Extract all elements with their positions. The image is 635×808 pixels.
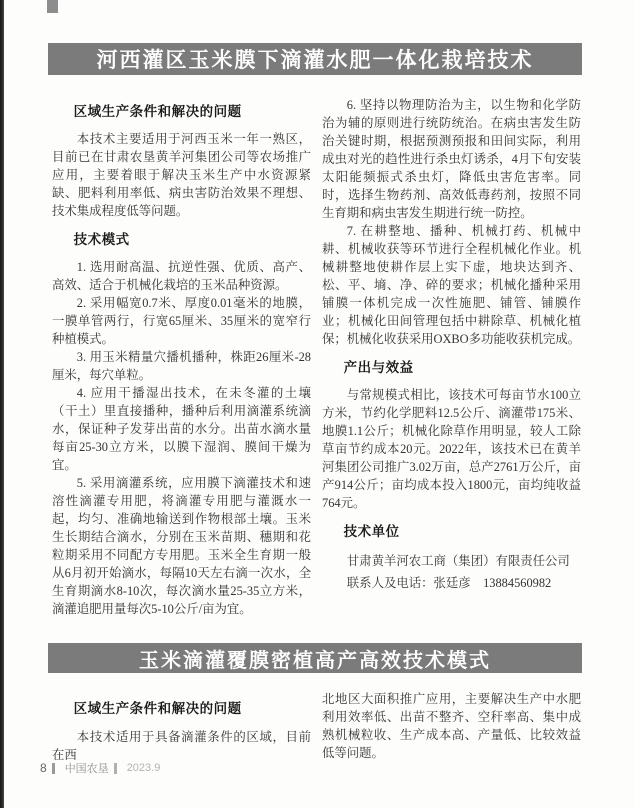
article1-output-paragraph: 与常规模式相比，该技术可每亩节水100立方米，节约化学肥料12.5公斤、滴灌带175米、地膜1.1公斤；机械化除草作用明显，较人工除草亩节约成本20元。2022年，该技术已在黄羊河集团公司推广3.02万亩，总产2761万公斤，亩产914公斤；亩均成本投入1800元，亩均纯收益764元。 (322, 388, 581, 510)
page-corner-tab (47, 0, 58, 13)
article1-unit-heading: 技术单位 (343, 524, 400, 539)
article1-region-paragraph: 本技术主要适用于河西玉米一年一熟区，目前已在甘肃农垦黄羊河集团公司等农场推广应用，主要着眼于解决玉米生产中水资源紧缺、肥料利用率低、病虫害防治效果不理想、技术集成程度低等问题。 (52, 132, 311, 218)
article1-tech-item-1: 1. 选用耐高温、抗逆性强、优质、高产、高效、适合于机械化栽培的玉米品种资源。 (52, 260, 311, 292)
footer-issue-date: 2023.9 (126, 762, 161, 774)
article1-tech-item-7: 7. 在耕整地、播种、机械打药、机械中耕、机械收获等环节进行全程机械化作业。机械耕整地使耕作层上实下虚，地块达到齐、松、平、墒、净、碎的要求；机械化播种采用铺膜一体机完成一次性施肥、铺管、铺膜作业；机械化田间管理包括中耕除草、机械化植保；机械化收获采用OXBO多功能收获机完成。 (322, 224, 581, 346)
article1-tech-item-2: 2. 采用幅宽0.7米、厚度0.01毫米的地膜，一膜单管两行，行宽65厘米、35厘米的宽窄行种植模式。 (52, 296, 311, 346)
article1-right-column (322, 96, 581, 594)
article1-tech-item-6: 6. 坚持以物理防治为主，以生物和化学防治为辅的原则进行统防统治。在病虫害发生防治关键时期，根据预测预报和田间实际，利用成虫对光的趋性进行杀虫灯诱杀，4月下旬安装太阳能频振式杀虫灯，降低虫害危害率。同时，选择生物药剂、高效低毒药剂，按照不同生育期和病虫害发生期进行统一防控。 (322, 98, 581, 220)
article1-region-heading: 区域生产条件和解决的问题 (73, 104, 242, 119)
footer-separator-icon (52, 763, 55, 774)
article1-tech-heading: 技术模式 (73, 232, 130, 247)
article2-left-column (52, 686, 311, 764)
footer-separator-icon (114, 763, 117, 774)
article1-output-heading: 产出与效益 (343, 360, 414, 375)
article2-right-column (322, 686, 581, 762)
article1-tech-item-5: 5. 采用滴灌系统，应用膜下滴灌技术和速溶性滴灌专用肥，将滴灌专用肥与灌溉水一起，均匀、准确地输送到作物根部土壤。玉米生长期结合滴水，分别在玉米苗期、穗期和花粒期采用不同配方专用肥。玉米全生育期一般从6月初开始滴水，每隔10天左右滴一次水，全生育期滴水8-10次，每次滴水量25-35立方米，滴灌追肥用量每次5-10公斤/亩为宜。 (52, 476, 311, 616)
article1-unit-contact: 联系人及电话：张廷彦 13884560982 (346, 576, 552, 590)
page-footer (40, 760, 160, 776)
article1-left-column (52, 96, 311, 618)
article2-region-paragraph-right: 北地区大面积推广应用，主要解决生产中水肥利用效率低、出苗不整齐、空秆率高、集中成熟机械粒收、生产成本高、产量低、比较效益低等问题。 (322, 692, 581, 760)
footer-page-number: 8 (40, 761, 47, 775)
article1-unit-name: 甘肃黄羊河农工商（集团）有限责任公司 (346, 554, 570, 568)
article1-title-bar (48, 43, 582, 75)
article1-title: 河西灌区玉米膜下滴灌水肥一体化栽培技术 (96, 49, 534, 72)
article2-title: 玉米滴灌覆膜密植高产高效技术模式 (139, 649, 491, 672)
article1-unit-block (322, 550, 581, 594)
page-binding-edge (0, 0, 4, 808)
article1-tech-item-4: 4. 应用干播湿出技术，在未冬灌的土壤（干土）里直接播种，播种后利用滴灌系统滴水，保证种子发芽出苗的水分。出苗水滴水量每亩25-30立方米，以膜下湿润、膜间干燥为宜。 (52, 386, 311, 472)
article2-title-bar (48, 643, 582, 673)
article1-tech-item-3: 3. 用玉米精量穴播机播种，株距26厘米-28厘米，每穴单粒。 (52, 350, 311, 382)
article2-region-paragraph-left: 本技术适用于具备滴灌条件的区域，目前在西 (52, 730, 311, 762)
footer-journal-name: 中国农垦 (64, 763, 109, 775)
article2-region-heading: 区域生产条件和解决的问题 (73, 701, 242, 716)
